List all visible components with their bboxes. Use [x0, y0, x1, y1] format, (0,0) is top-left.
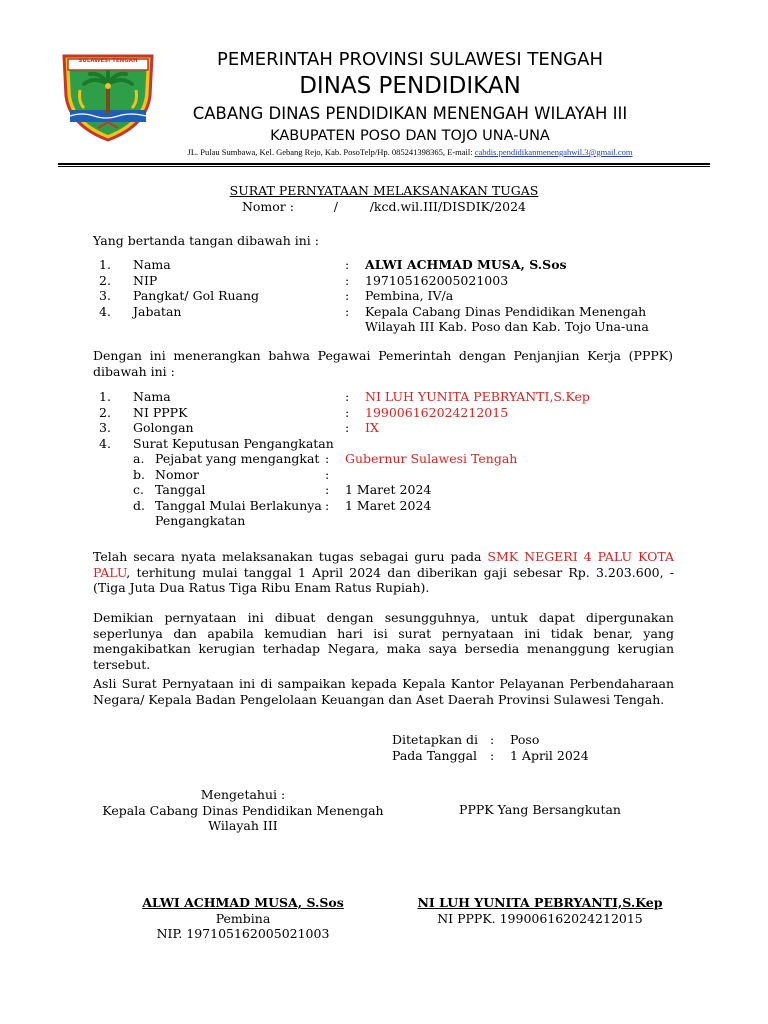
row-colon: :: [325, 451, 330, 466]
employee-row: [93, 389, 673, 405]
decree-table: [133, 451, 673, 529]
signer-rank: Pembina, IV/a: [365, 288, 454, 303]
letterhead-line-4: KABUPATEN POSO DAN TOJO UNA-UNA: [270, 128, 550, 144]
right-role: PPPK Yang Bersangkutan: [459, 802, 621, 817]
date-value: 1 April 2024: [510, 747, 589, 763]
left-signature-header: [93, 787, 393, 834]
decree-effective-date: 1 Maret 2024: [345, 497, 432, 513]
place-date-table: [392, 732, 589, 763]
employee-nippk: 199006162024212015: [365, 404, 509, 420]
row-number: 2.: [99, 272, 111, 288]
row-colon: :: [490, 747, 495, 763]
declaration-paragraph: Demikian pernyataan ini dibuat dengan sesungguhnya, untuk dapat dipergunakan seperlunya dan apabila kemudian hari isi surat pernyataan ini tidak benar, yang mengakibatkan kerugian terhadap Negara, maka saya bersedia menanggung kerugian tersebut.: [93, 610, 674, 672]
place-label: Ditetapkan di: [392, 732, 478, 747]
row-label: Tanggal: [155, 482, 206, 497]
document-number: Nomor : / /kcd.wil.III/DISDIK/2024: [241, 199, 527, 214]
right-signer-name: NI LUH YUNITA PEBRYANTI,S.Kep: [417, 895, 663, 910]
decree-row: [133, 482, 673, 498]
service-text-post: , terhitung mulai tanggal 1 April 2024 dan diberikan gaji sebesar Rp. 3.203.600, - (Tiga Juta Dua Ratus Tiga Ribu Enam Ratus Rupiah).: [93, 564, 674, 595]
email-link[interactable]: cabdis.pendidikanmenengahwil.3@gmail.com: [474, 147, 633, 157]
row-letter: a.: [133, 451, 145, 466]
left-signer-nip: NIP. 197105162005021003: [156, 926, 330, 941]
school-name: SMK NEGERI 4 PALU KOTA PALU: [93, 549, 674, 580]
decree-date: 1 Maret 2024: [345, 482, 432, 497]
left-role-line-2: Wilayah III: [208, 818, 278, 833]
row-label: Jabatan: [133, 303, 182, 319]
row-number: 2.: [99, 404, 111, 420]
row-colon: :: [345, 303, 350, 319]
header-rule-thick: [58, 163, 710, 165]
letterhead-line-1: PEMERINTAH PROVINSI SULAWESI TENGAH: [217, 49, 603, 70]
employee-row: [93, 436, 673, 452]
address-text: JL. Pulau Sumbawa, Kel. Gebang Rejo, Kab. PosoTelp/Hp. 085241398365, E-mail:: [187, 147, 475, 157]
signer-row: [93, 257, 673, 273]
row-colon: :: [345, 257, 350, 272]
row-label: Tanggal Mulai Berlakunya Pengangkatan: [155, 497, 322, 528]
employee-name: NI LUH YUNITA PEBRYANTI,S.Kep: [365, 389, 590, 404]
right-signature-header: [400, 802, 680, 818]
row-label: Pangkat/ Gol Ruang: [133, 288, 260, 303]
left-role-line-1: Kepala Cabang Dinas Pendidikan Menengah: [102, 802, 384, 818]
row-colon: :: [345, 288, 350, 303]
employee-table: [93, 389, 673, 451]
decree-official: Gubernur Sulawesi Tengah: [345, 451, 518, 466]
row-label: NI PPPK: [133, 404, 188, 420]
decree-number: [345, 467, 673, 483]
letterhead-line-3: CABANG DINAS PENDIDIKAN MENENGAH WILAYAH III: [192, 104, 628, 123]
statement-text: Dengan ini menerangkan bahwa Pegawai Pemerintah dengan Penjanjian Kerja (PPPK) dibawah ini :: [93, 348, 673, 379]
decree-row: [133, 467, 673, 483]
employee-row: [93, 420, 673, 436]
row-label: Surat Keputusan Pengangkatan: [133, 435, 334, 451]
row-colon: :: [325, 466, 330, 482]
service-paragraph: [93, 549, 674, 596]
row-label: Nomor: [155, 466, 199, 482]
decree-row: [133, 451, 673, 467]
left-signature-block: [93, 895, 393, 942]
signer-position: Kepala Cabang Dinas Pendidikan Menengah Wilayah III Kab. Poso dan Kab. Tojo Una-una: [365, 303, 649, 334]
service-text-pre: Telah secara nyata melaksanakan tugas sebagai guru pada: [93, 549, 488, 564]
letterhead-address: [150, 146, 670, 158]
signer-row: [93, 288, 673, 304]
signer-nip: 197105162005021003: [365, 272, 509, 288]
signer-row: [93, 304, 673, 335]
row-letter: d.: [133, 497, 145, 513]
employee-grade: IX: [365, 420, 379, 435]
document-title-block: [0, 183, 768, 215]
left-signer-name: ALWI ACHMAD MUSA, S.Sos: [142, 895, 344, 910]
emblem-label: SULAWESI TENGAH: [78, 58, 138, 64]
row-letter: b.: [133, 466, 145, 482]
row-colon: :: [325, 497, 330, 513]
left-signer-rank: Pembina: [215, 910, 271, 926]
right-signer-id: NI PPPK. 199006162024212015: [437, 910, 643, 926]
row-number: 3.: [99, 288, 111, 303]
row-number: 1.: [99, 257, 111, 272]
row-colon: :: [345, 420, 350, 435]
row-label: NIP: [133, 272, 158, 288]
decree-row: [133, 498, 673, 529]
row-letter: c.: [133, 482, 144, 497]
row-number: 4.: [99, 303, 111, 319]
place-value: Poso: [510, 732, 540, 747]
row-colon: :: [345, 272, 350, 288]
signer-table: [93, 257, 673, 335]
row-number: 4.: [99, 435, 111, 451]
row-colon: :: [490, 732, 495, 747]
row-label: Golongan: [133, 420, 194, 435]
date-label: Pada Tanggal: [392, 747, 478, 763]
document-title: SURAT PERNYATAAN MELAKSANAKAN TUGAS: [229, 183, 539, 198]
employee-row: [93, 405, 673, 421]
right-signature-block: [400, 895, 680, 926]
row-label: Nama: [133, 389, 171, 404]
distribution-paragraph: Asli Surat Pernyataan ini di sampaikan kepada Kepala Kantor Pelayanan Perbendaharaan Negara/ Kepala Badan Pengelolaan Keuangan dan Aset Daerah Provinsi Sulawesi Tengah.: [93, 676, 674, 707]
row-colon: :: [345, 389, 350, 404]
row-label: Nama: [133, 257, 171, 272]
row-number: 3.: [99, 420, 111, 435]
signer-row: [93, 273, 673, 289]
row-colon: :: [345, 404, 350, 420]
row-number: 1.: [99, 389, 111, 404]
letterhead: [150, 48, 670, 158]
acknowledged-label: Mengetahui :: [200, 787, 286, 802]
header-rule-thin: [58, 166, 710, 167]
signer-name: ALWI ACHMAD MUSA, S.Sos: [365, 257, 567, 272]
intro-text: Yang bertanda tangan dibawah ini :: [93, 233, 319, 248]
row-label: Pejabat yang mengangkat: [155, 451, 320, 466]
letterhead-line-2: DINAS PENDIDIKAN: [299, 73, 521, 99]
row-colon: :: [325, 482, 330, 497]
